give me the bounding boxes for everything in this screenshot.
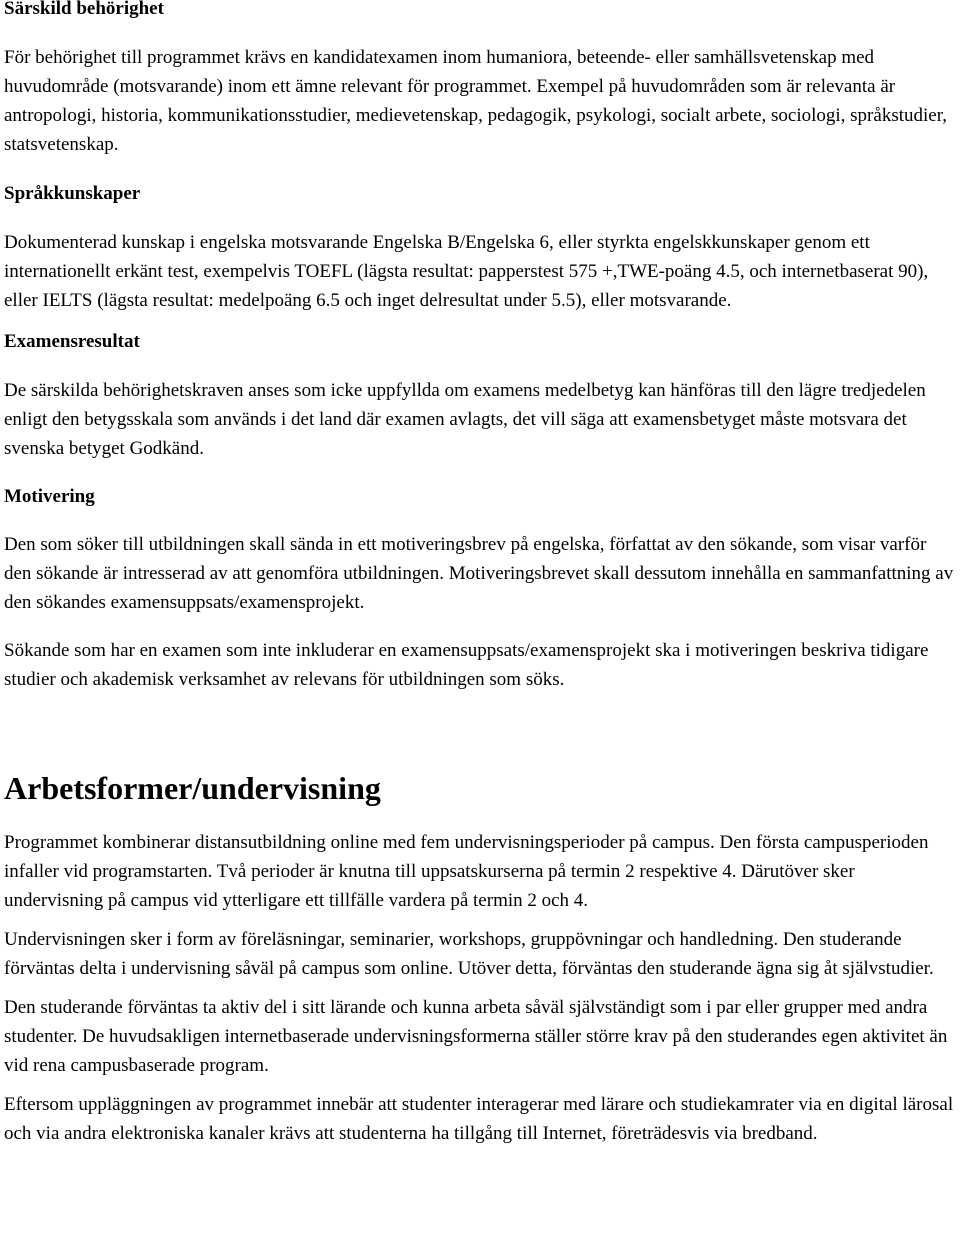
paragraph-motivering-2: Sökande som har en examen som inte inkluderar en examensuppsats/examensprojekt ska i motiveringen beskriva tidigare studier och akademisk verksamhet av relevans för utbildningen som söks.: [4, 640, 929, 690]
paragraph-arbetsformer-4: Eftersom uppläggningen av programmet innebär att studenter interagerar med lärare och studiekamrater via en digital lärosal och via andra elektroniska kanaler krävs att studenterna ha tillgång till Internet, företrädesvis via bredband.: [4, 1094, 954, 1144]
paragraph-arbetsformer-3: Den studerande förväntas ta aktiv del i sitt lärande och kunna arbeta såväl självständigt som i par eller grupper med andra studenter. De huvudsakligen internetbaserade undervisningsformerna ställer större krav på den studerandes egen aktivitet än vid rena campusbaserade program.: [4, 997, 948, 1076]
heading-sprakkunskaper: Språkkunskaper: [4, 183, 141, 204]
heading-sarskild-behorighet: Särskild behörighet: [4, 0, 164, 19]
paragraph-arbetsformer-1: Programmet kombinerar distansutbildning online med fem undervisningsperioder på campus. Den första campusperioden infaller vid programstarten. Två perioder är knutna till uppsatskurserna på termin 2 respektive 4. Därutöver sker undervisning på campus vid ytterligare ett tillfälle vardera på termin 2 och 4.: [4, 832, 929, 911]
heading-examensresultat: Examensresultat: [4, 331, 140, 352]
paragraph-sarskild-behorighet: För behörighet till programmet krävs en kandidatexamen inom humaniora, beteende- eller samhällsvetenskap med huvudområde (motsvarande) inom ett ämne relevant för programmet. Exempel på huvudområden som är relevanta är antropologi, historia, kommunikationsstudier, medievetenskap, pedagogik, psykologi, socialt arbete, sociologi, språkstudier, statsvetenskap.: [4, 47, 948, 155]
heading-arbetsformer-undervisning: Arbetsformer/undervisning: [4, 770, 381, 806]
paragraph-sprakkunskaper: Dokumenterad kunskap i engelska motsvarande Engelska B/Engelska 6, eller styrkta engelskkunskaper genom ett internationellt erkänt test, exempelvis TOEFL (lägsta resultat: papperstest 575 +,TWE-poäng 4.5, och internetbaserat 90), eller IELTS (lägsta resultat: medelpoäng 6.5 och inget delresultat under 5.5), eller motsvarande.: [4, 232, 929, 311]
paragraph-motivering-1: Den som söker till utbildningen skall sända in ett motiveringsbrev på engelska, författat av den sökande, som visar varför den sökande är intresserad av att genomföra utbildningen. Motiveringsbrevet skall dessutom innehålla en sammanfattning av den sökandes examensuppsats/examensprojekt.: [4, 534, 954, 613]
paragraph-arbetsformer-2: Undervisningen sker i form av föreläsningar, seminarier, workshops, gruppövningar och handledning. Den studerande förväntas delta i undervisning såväl på campus som online. Utöver detta, förväntas den studerande ägna sig åt självstudier.: [4, 929, 934, 979]
heading-motivering: Motivering: [4, 486, 95, 507]
paragraph-examensresultat: De särskilda behörighetskraven anses som icke uppfyllda om examens medelbetyg kan hänföras till den lägre tredjedelen enligt den betygsskala som används i det land där examen avlagts, det vill säga att examensbetyget måste motsvara det svenska betyget Godkänd.: [4, 380, 926, 459]
